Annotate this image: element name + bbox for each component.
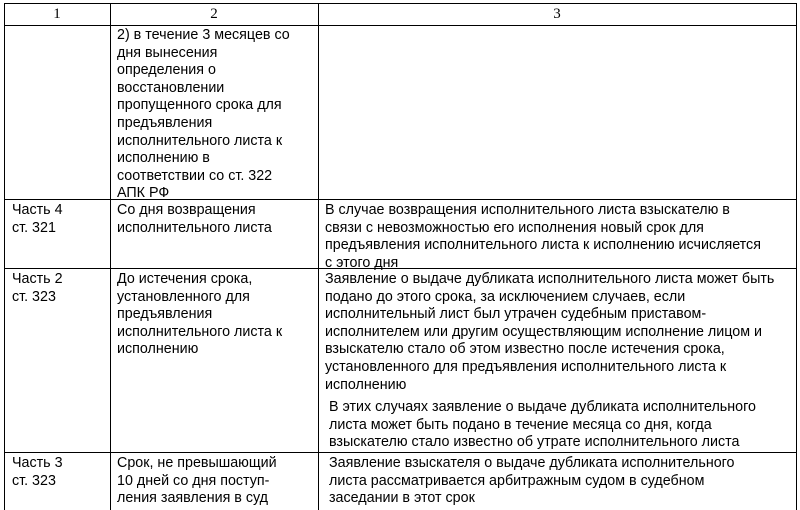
table-cell: Срок, не превышающий 10 дней со дня поступ- ления заявления в суд	[117, 455, 277, 507]
table-cell: Часть 3 ст. 323	[12, 455, 63, 489]
table-cell: До истечения срока, установленного для предъявления исполнительного листа к исполнению	[117, 271, 283, 358]
table-cell: Со дня возвращения исполнительного листа	[117, 202, 272, 236]
table-border-right	[796, 3, 797, 510]
table-cell: Заявление о выдаче дубликата исполнительного листа может быть подано до этого срока, за исключением случаев, если исполнительный лист был утрачен судебным приставом- исполнителем или другим осуществляющим исполнение лицом и взыскателю стало об этом известно после истечения срока, установленного для предъявления исполнительного листа к исполнению	[325, 271, 775, 393]
column-header-2: 2	[210, 6, 218, 22]
table-column-divider	[110, 3, 111, 510]
table-cell: В этих случаях заявление о выдаче дубликата исполнительного листа может быть подано в течение месяца со дня, когда взыскателю стало известно об утрате исполнительного листа	[329, 399, 756, 451]
column-header-1: 1	[53, 6, 61, 22]
table-column-divider	[318, 3, 319, 510]
table-cell: Заявление взыскателя о выдаче дубликата исполнительного листа рассматривается арбитражным судом в судебном заседании в этот срок	[329, 455, 735, 507]
column-header-3: 3	[553, 6, 561, 22]
table-cell: Часть 4 ст. 321	[12, 202, 63, 236]
table-cell: В случае возвращения исполнительного листа взыскателю в связи с невозможностью его исполнения новый срок для предъявления исполнительного листа к исполнению исчисляется с этого дня	[325, 202, 761, 271]
table-row-divider	[4, 452, 797, 453]
table-cell: 2) в течение 3 месяцев со дня вынесения определения о восстановлении пропущенного срока для предъявления исполнительного листа к исполнению в соответствии со ст. 322 АПК РФ	[117, 27, 290, 202]
table-border-left	[4, 3, 5, 510]
table-header-divider	[4, 25, 797, 26]
table-cell: Часть 2 ст. 323	[12, 271, 63, 305]
